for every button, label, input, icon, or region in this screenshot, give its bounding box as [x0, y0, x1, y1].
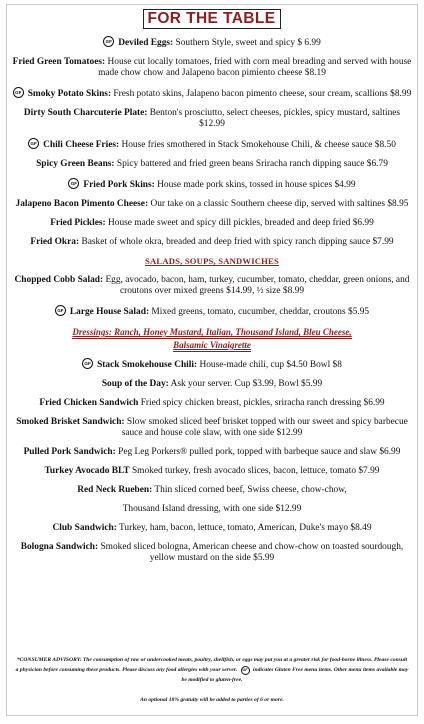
- menu-item: [12, 87, 412, 100]
- menu-item: [12, 108, 412, 130]
- gluten-free-icon: GF: [68, 178, 79, 189]
- sandwich-list: [12, 358, 412, 564]
- menu-item-description: House made sweet and spicy dill pickles, breaded and deep fried $6.99: [105, 218, 374, 228]
- menu-item: [12, 358, 412, 371]
- menu-item-description: Turkey, ham, bacon, lettuce, tomato, American, Duke's mayo $8.49: [116, 523, 372, 533]
- section-heading: SALADS, SOUPS, SANDWICHES: [145, 256, 279, 266]
- menu-item-name: Fried Green Tomatoes:: [12, 57, 106, 67]
- menu-item-name: Smoky Potato Skins:: [27, 89, 112, 99]
- menu-item-description: Smoked sliced bologna, American cheese and chow-chow on toasted sourdough, yellow mustard on the side $5.99: [98, 542, 404, 563]
- menu-item: [12, 36, 412, 49]
- menu-item: [12, 305, 412, 318]
- menu-item-description: Fried spicy chicken breast, pickles, sriracha ranch dressing $6.99: [138, 398, 385, 408]
- advisory-text: *CONSUMER ADVISORY: The consumption of raw or undercooked meats, poultry, shellfish, or eggs may put you at a greater risk for food-borne illness. Please consult a physician before consuming these products. Please discuss any food allergies with your server.: [15, 657, 408, 673]
- menu-item: [12, 447, 412, 458]
- menu-item-name: Fried Pork Skins:: [83, 180, 155, 190]
- menu-item: [12, 417, 412, 439]
- menu-item: [12, 159, 412, 170]
- menu-item: [12, 138, 412, 151]
- appetizer-list: [12, 36, 412, 248]
- menu-item-name: Bologna Sandwich:: [20, 542, 99, 552]
- menu-item-description: Basket of whole okra, breaded and deep fried with spicy ranch dipping sauce $7.99: [79, 237, 394, 247]
- menu-item: [12, 218, 412, 229]
- menu-item: [12, 275, 412, 297]
- menu-item-name: Pulled Pork Sandwich:: [23, 447, 116, 457]
- gluten-free-icon: GF: [82, 358, 93, 369]
- salad-list: [12, 275, 412, 318]
- menu-item: [12, 523, 412, 534]
- consumer-advisory: [15, 655, 409, 685]
- menu-item-description: Thin sliced corned beef, Swiss cheese, chow-chow,: [152, 485, 347, 495]
- menu-item: [12, 398, 412, 409]
- menu-item-name: Deviled Eggs:: [118, 38, 174, 48]
- menu-item: [12, 379, 412, 390]
- page-title: FOR THE TABLE: [143, 9, 280, 29]
- dressings-line-1: Dressings: Ranch, Honey Mustard, Italian, Thousand Island, Bleu Cheese,: [72, 327, 352, 337]
- menu-item-description: Southern Style, sweet and spicy $ 6.99: [173, 38, 321, 48]
- menu-item-description: Ask your server. Cup $3.99, Bowl $5.99: [168, 379, 323, 389]
- menu-item-description: House made pork skins, tossed in house spices $4.99: [154, 180, 356, 190]
- dressings-line-2: Balsamic Vinaigrette: [173, 340, 251, 350]
- gluten-free-icon: GF: [55, 305, 66, 316]
- menu-item-description: Benton's prosciutto, select cheeses, pickles, spicy mustard, saltines $12.99: [147, 108, 401, 129]
- menu-item-description: Slow smoked sliced beef brisket topped with our sweet and spicy barbecue sauce and house cole slaw, with one side $12.99: [121, 417, 408, 438]
- gratuity-note: An optional 18% gratuity will be added to parties of 6 or more.: [140, 697, 284, 703]
- menu-item-description: Peg Leg Porkers® pulled pork, topped with barbeque sauce and slaw $6.99: [115, 447, 401, 457]
- menu-item-description: House fries smothered in Stack Smokehouse Chili, & cheese sauce $8.50: [119, 140, 396, 150]
- menu-item-description: House-made chili, cup $4.50 Bowl $8: [197, 360, 342, 370]
- menu-item: [12, 57, 412, 79]
- gf-note: indicates Gluten Free menu items. Other menu items available may be modified to gluten-free.: [181, 667, 409, 683]
- gluten-free-icon: GF: [13, 87, 24, 98]
- menu-page: [6, 4, 418, 716]
- menu-item: [12, 466, 412, 477]
- menu-item-description: Smoked turkey, fresh avocado slices, bacon, lettuce, tomato $7.99: [129, 466, 380, 476]
- menu-item-name: Fried Okra:: [30, 237, 80, 247]
- menu-item-name: Spicy Green Beans:: [36, 159, 115, 169]
- menu-item-name: Large House Salad:: [69, 307, 150, 317]
- menu-item-name: Jalapeno Bacon Pimento Cheese:: [15, 199, 149, 209]
- menu-item: [12, 178, 412, 191]
- menu-item-description: Spicy battered and fried green beans Sriracha ranch dipping sauce $6.79: [114, 159, 388, 169]
- menu-item-name: Fried Pickles:: [50, 218, 106, 228]
- menu-item-name: Dirty South Charcuterie Plate:: [23, 108, 148, 118]
- menu-item-description: Fresh potato skins, Jalapeno bacon pimento cheese, sour cream, scallions $8.99: [111, 89, 412, 99]
- menu-item-name: Chili Cheese Fries:: [43, 140, 120, 150]
- menu-item-description: Our take on a classic Southern cheese dip, served with saltines $8.95: [148, 199, 409, 209]
- menu-item-name: Chopped Cobb Salad:: [14, 275, 104, 285]
- menu-item-description: Thousand Island dressing, with one side $12.99: [122, 504, 302, 514]
- menu-item-description: Egg, avocado, bacon, ham, turkey, cucumber, tomato, cheddar, green onions, and croutons over mixed greens $14.99, ½ size $8.99: [103, 275, 410, 296]
- gluten-free-icon: GF: [241, 666, 250, 675]
- menu-item: [12, 237, 412, 248]
- menu-item-description: House cut locally tomatoes, fried with corn meal breading and served with house made chow chow and Jalapeno bacon pimiento cheese $8.19: [98, 57, 412, 78]
- menu-items: [7, 36, 417, 564]
- menu-item-name: Turkey Avocado BLT: [44, 466, 130, 476]
- menu-item: [12, 199, 412, 210]
- menu-item: [12, 504, 412, 515]
- menu-item: [12, 485, 412, 496]
- menu-item-name: Soup of the Day:: [101, 379, 169, 389]
- menu-item-name: Smoked Brisket Sandwich:: [16, 417, 125, 427]
- menu-item-name: Red Neck Rueben:: [77, 485, 153, 495]
- gluten-free-icon: GF: [103, 36, 114, 47]
- menu-item-name: Stack Smokehouse Chili:: [97, 360, 198, 370]
- gluten-free-icon: GF: [28, 138, 39, 149]
- menu-item-name: Fried Chicken Sandwich: [39, 398, 139, 408]
- dressings-note: [12, 326, 412, 352]
- menu-item-description: Mixed greens, tomato, cucumber, cheddar, croutons $5.95: [149, 307, 370, 317]
- menu-item: [12, 542, 412, 564]
- menu-item-name: Club Sandwich:: [52, 523, 117, 533]
